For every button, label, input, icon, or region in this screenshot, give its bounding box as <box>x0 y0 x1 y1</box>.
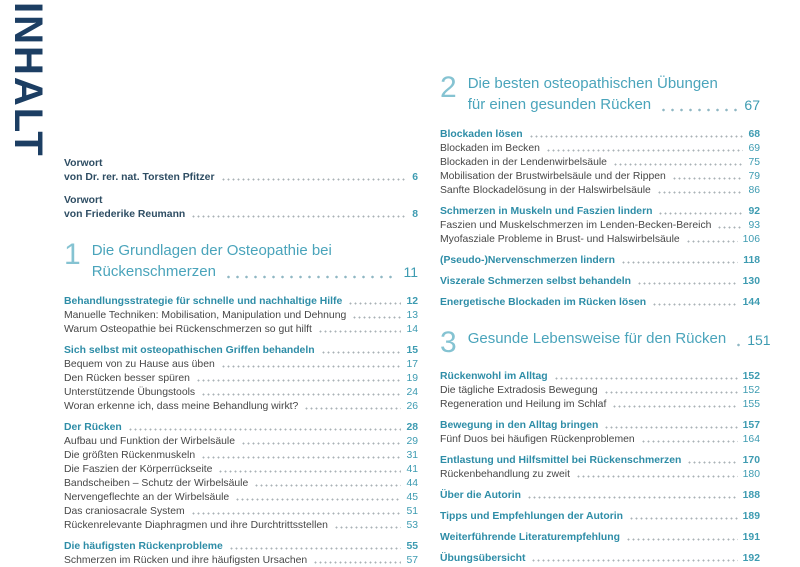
front-matter-line <box>64 170 418 184</box>
toc-entry-page: 31 <box>406 449 418 461</box>
toc-entry <box>64 343 418 357</box>
toc-entry-page: 188 <box>742 490 760 502</box>
toc-entry-label: Manuelle Techniken: Mobilisation, Manipulation und Dehnung <box>64 309 347 321</box>
toc-entry-label: Regeneration und Heilung im Schlaf <box>440 399 607 411</box>
toc-entry <box>440 489 760 503</box>
toc-entry-page: 19 <box>406 372 418 384</box>
toc-group <box>64 539 418 567</box>
chapter-number: 3 <box>440 326 457 360</box>
dotted-leader <box>313 561 401 564</box>
toc-entry-label: Fünf Duos bei häufigen Rückenproblemen <box>440 434 635 446</box>
toc-entry-label: Blockaden lösen <box>440 128 523 140</box>
toc-entry-page: 41 <box>406 463 418 475</box>
chapter-title-line <box>468 95 760 116</box>
toc-entry-page: 106 <box>742 233 760 245</box>
toc-entry-label: Rückenbehandlung zu zweit <box>440 469 570 481</box>
dotted-leader <box>554 377 738 380</box>
dotted-leader <box>621 261 738 264</box>
front-matter-line <box>64 207 418 221</box>
toc-entry-label: Unterstützende Übungstools <box>64 386 196 398</box>
dotted-leader <box>235 498 401 501</box>
dotted-leader <box>334 526 401 529</box>
front-matter-subtitle: von Friederike Reumann <box>64 208 186 220</box>
toc-entry <box>440 398 760 412</box>
toc-entry-label: Nervengeflechte an der Wirbelsäule <box>64 491 230 503</box>
dotted-leader <box>191 512 402 515</box>
toc-entry-page: 29 <box>406 435 418 447</box>
toc-group <box>440 204 760 246</box>
toc-entry-label: Bandscheiben – Schutz der Wirbelsäule <box>64 477 249 489</box>
chapter-number: 2 <box>440 71 457 104</box>
dotted-leader <box>612 405 737 408</box>
toc-entry <box>64 476 418 490</box>
toc-entry-page: 57 <box>406 554 418 566</box>
dotted-leader <box>321 351 402 354</box>
toc-entry-page: 68 <box>748 128 760 140</box>
toc-entry <box>64 357 418 371</box>
dotted-leader <box>221 365 402 368</box>
toc-entry-page: 152 <box>742 371 760 383</box>
front-matter-entry <box>64 193 418 221</box>
toc-entry <box>440 552 760 566</box>
toc-entry-label: Tipps und Empfehlungen der Autorin <box>440 511 623 523</box>
toc-entry-label: Blockaden in der Lendenwirbelsäule <box>440 156 607 168</box>
dotted-leader <box>191 215 407 218</box>
toc-entry-label: Bequem von zu Hause aus üben <box>64 358 215 370</box>
front-matter-page: 8 <box>412 208 418 220</box>
toc-entry <box>440 183 760 197</box>
front-matter-entry <box>64 156 418 184</box>
dotted-leader <box>626 538 738 541</box>
toc-group <box>440 454 760 482</box>
toc-entry-label: Weiterführende Literaturempfehlung <box>440 532 620 544</box>
toc-entry-label: Aufbau und Funktion der Wirbelsäule <box>64 435 235 447</box>
toc-entry-page: 130 <box>742 275 760 287</box>
chapter-heading-2 <box>440 71 760 115</box>
dotted-leader <box>529 135 744 138</box>
toc-entry-page: 118 <box>743 254 760 266</box>
chapter-title <box>92 241 418 282</box>
toc-entry <box>64 448 418 462</box>
dotted-leader <box>659 108 739 112</box>
dotted-leader <box>218 470 401 473</box>
toc-entry-label: Energetische Blockaden im Rücken lösen <box>440 296 647 308</box>
chapter-heading-3 <box>440 326 771 360</box>
chapter-page: 11 <box>403 264 418 281</box>
front-matter-title: Vorwort <box>64 157 103 169</box>
toc-entry-label: Die häufigsten Rückenprobleme <box>64 540 223 552</box>
dotted-leader <box>604 391 738 394</box>
toc-entry-page: 180 <box>742 469 760 481</box>
chapter-page: 151 <box>747 331 771 348</box>
toc-entry <box>440 218 760 232</box>
toc-entry-page: 17 <box>406 358 418 370</box>
toc-group <box>64 294 418 336</box>
toc-entry-page: 155 <box>742 399 760 411</box>
toc-entry-page: 164 <box>742 434 760 446</box>
dotted-leader <box>254 484 401 487</box>
chapter-title-text: Gesunde Lebensweise für den Rücken <box>467 330 727 348</box>
toc-entry-page: 79 <box>748 170 760 182</box>
toc-entry <box>440 204 760 218</box>
toc-entry-label: Mobilisation der Brustwirbelsäule und der Rippen <box>440 170 666 182</box>
toc-entry <box>440 232 760 246</box>
toc-entry-page: 144 <box>742 296 760 308</box>
chapter-title <box>468 329 771 358</box>
dotted-leader <box>734 343 742 347</box>
toc-entry-label: Den Rücken besser spüren <box>64 372 190 384</box>
toc-entry-label: Über die Autorin <box>440 490 522 502</box>
toc-entry-page: 93 <box>748 219 760 231</box>
chapter-title-line: Die Grundlagen der Osteopathie bei <box>91 242 332 259</box>
dotted-leader <box>352 316 401 319</box>
toc-group <box>64 420 418 532</box>
toc-entry-label: Schmerzen in Muskeln und Faszien lindern <box>440 205 653 217</box>
toc-entry <box>64 539 418 553</box>
toc-entry-page: 15 <box>406 344 418 356</box>
chapter-title-line: Die besten osteopathischen Übungen <box>467 75 718 92</box>
dotted-leader <box>304 407 401 410</box>
toc-entry <box>64 518 418 532</box>
dotted-leader <box>527 496 738 499</box>
toc-entry-label: Die größten Rückenmuskeln <box>64 449 196 461</box>
toc-entry <box>64 399 418 413</box>
toc-entry <box>440 370 760 384</box>
front-matter-page: 6 <box>412 171 418 183</box>
toc-entry-label: Die tägliche Extradosis Bewegung <box>440 385 598 397</box>
toc-entry <box>440 384 760 398</box>
chapter-title-line <box>92 262 418 283</box>
dotted-leader <box>629 517 738 520</box>
chapter-title-text: Rückenschmerzen <box>91 262 216 280</box>
toc-entry-label: Woran erkenne ich, dass meine Behandlung wirkt? <box>64 400 299 412</box>
chapter-title-text: für einen gesunden Rücken <box>467 95 652 113</box>
toc-entry-page: 26 <box>406 400 418 412</box>
toc-group <box>440 510 760 524</box>
toc-entry <box>440 510 760 524</box>
toc-entry-label: Das craniosacrale System <box>64 505 185 517</box>
page-title-vertical: INHALT <box>6 2 50 158</box>
toc-entry-label: Warum Osteopathie bei Rückenschmerzen so gut hilft <box>64 323 312 335</box>
chapter-heading-1 <box>64 238 418 282</box>
dotted-leader <box>658 212 743 215</box>
toc-entry-label: Die Faszien der Körperrückseite <box>64 463 213 475</box>
toc-entry <box>440 454 760 468</box>
toc-entry-page: 44 <box>406 477 418 489</box>
toc-entry <box>64 322 418 336</box>
toc-group <box>440 552 760 566</box>
dotted-leader <box>224 275 399 279</box>
toc-entry <box>440 531 760 545</box>
chapter-number: 1 <box>64 238 81 271</box>
toc-group <box>440 274 760 288</box>
toc-entry-label: Entlastung und Hilfsmittel bei Rückenschmerzen <box>440 455 682 467</box>
toc-entry <box>440 274 760 288</box>
toc-entry-label: Viszerale Schmerzen selbst behandeln <box>440 275 631 287</box>
toc-left-column <box>64 156 418 567</box>
toc-entry <box>440 127 760 141</box>
toc-entry-page: 191 <box>742 532 760 544</box>
toc-entry-page: 86 <box>748 184 760 196</box>
dotted-leader <box>686 240 738 243</box>
toc-group <box>64 343 418 413</box>
dotted-leader <box>318 330 401 333</box>
toc-entry <box>64 308 418 322</box>
dotted-leader <box>657 191 744 194</box>
toc-entry <box>64 462 418 476</box>
toc-entry <box>64 434 418 448</box>
toc-entry-label: (Pseudo-)Nervenschmerzen lindern <box>440 254 615 266</box>
toc-group <box>440 253 760 267</box>
toc-entry-page: 170 <box>742 455 760 467</box>
dotted-leader <box>128 428 402 431</box>
toc-entry-label: Sanfte Blockadelösung in der Halswirbelsäule <box>440 184 651 196</box>
toc-entry-page: 157 <box>742 420 760 432</box>
dotted-leader <box>229 547 402 550</box>
dotted-leader <box>613 163 743 166</box>
toc-entry-page: 13 <box>406 309 418 321</box>
toc-entry <box>64 371 418 385</box>
chapter-title <box>468 74 760 115</box>
dotted-leader <box>196 379 402 382</box>
toc-entry <box>64 420 418 434</box>
toc-entry <box>64 490 418 504</box>
toc-entry-page: 152 <box>742 385 760 397</box>
dotted-leader <box>221 178 408 181</box>
toc-entry-label: Faszien und Muskelschmerzen im Lenden-Becken-Bereich <box>440 219 712 231</box>
toc-entry <box>64 294 418 308</box>
toc-entry-label: Rückenwohl im Alltag <box>440 371 548 383</box>
toc-entry <box>440 433 760 447</box>
toc-entry-label: Übungsübersicht <box>440 553 526 565</box>
toc-entry-page: 189 <box>742 511 760 523</box>
toc-group <box>440 489 760 503</box>
toc-group <box>440 419 760 447</box>
toc-entry <box>440 155 760 169</box>
dotted-leader <box>687 461 737 464</box>
dotted-leader <box>241 442 401 445</box>
toc-group <box>440 127 760 197</box>
dotted-leader <box>576 475 738 478</box>
dotted-leader <box>546 149 744 152</box>
toc-entry-page: 69 <box>748 142 760 154</box>
toc-entry-page: 55 <box>406 540 418 552</box>
toc-entry-page: 51 <box>406 505 418 517</box>
toc-entry <box>440 468 760 482</box>
toc-entry-label: Bewegung in den Alltag bringen <box>440 420 599 432</box>
toc-entry-page: 12 <box>406 295 418 307</box>
toc-entry <box>440 295 760 309</box>
dotted-leader <box>201 456 401 459</box>
toc-entry-label: Der Rücken <box>64 421 122 433</box>
toc-group <box>440 370 760 412</box>
toc-entry <box>440 419 760 433</box>
toc-entry-page: 75 <box>748 156 760 168</box>
toc-entry-label: Myofasziale Probleme in Brust- und Halswirbelsäule <box>440 233 680 245</box>
toc-entry-page: 14 <box>406 323 418 335</box>
toc-entry-label: Sich selbst mit osteopathischen Griffen behandeln <box>64 344 315 356</box>
toc-entry <box>64 385 418 399</box>
dotted-leader <box>652 303 738 306</box>
dotted-leader <box>531 559 737 562</box>
toc-group <box>440 295 760 309</box>
chapter-title-line <box>468 329 771 350</box>
dotted-leader <box>672 177 744 180</box>
dotted-leader <box>604 426 737 429</box>
dotted-leader <box>348 302 401 305</box>
front-matter-subtitle: von Dr. rer. nat. Torsten Pfitzer <box>64 171 215 183</box>
toc-entry-label: Schmerzen im Rücken und ihre häufigsten Ursachen <box>64 554 308 566</box>
dotted-leader <box>201 393 401 396</box>
dotted-leader <box>717 226 743 229</box>
toc-entry-page: 24 <box>406 386 418 398</box>
toc-entry-page: 192 <box>742 553 760 565</box>
toc-entry-page: 53 <box>406 519 418 531</box>
dotted-leader <box>637 282 738 285</box>
toc-right-column <box>440 71 771 566</box>
toc-entry <box>440 141 760 155</box>
toc-entry <box>440 169 760 183</box>
toc-entry-page: 92 <box>748 205 760 217</box>
chapter-page: 67 <box>744 97 760 114</box>
toc-group <box>440 531 760 545</box>
toc-entry-label: Blockaden im Becken <box>440 142 540 154</box>
front-matter-title: Vorwort <box>64 194 103 206</box>
toc-entry <box>64 504 418 518</box>
dotted-leader <box>641 440 738 443</box>
toc-entry-label: Rückenrelevante Diaphragmen und ihre Durchtrittsstellen <box>64 519 328 531</box>
toc-entry-page: 28 <box>406 421 418 433</box>
toc-entry-page: 45 <box>406 491 418 503</box>
toc-entry <box>440 253 760 267</box>
toc-entry-label: Behandlungsstrategie für schnelle und nachhaltige Hilfe <box>64 295 343 307</box>
